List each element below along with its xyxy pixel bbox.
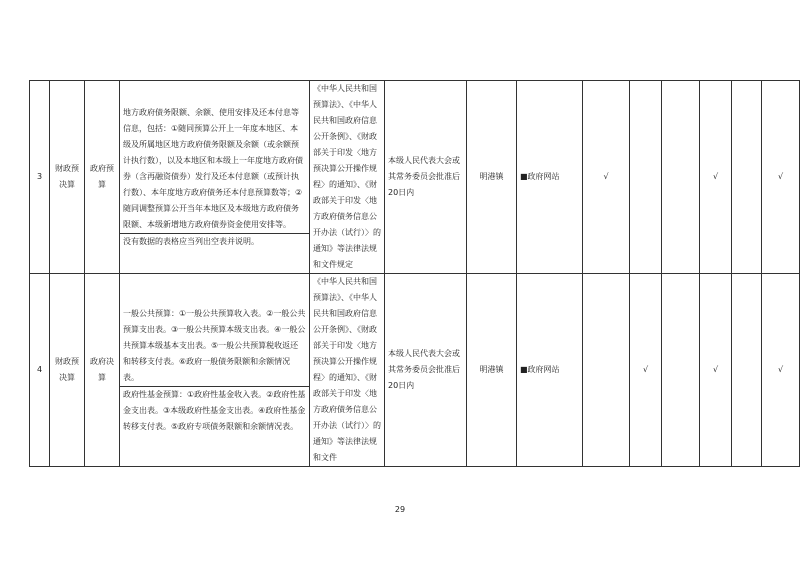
disclosure-table bbox=[29, 80, 800, 467]
table-row bbox=[30, 81, 800, 274]
check-mark bbox=[732, 81, 762, 274]
check-mark bbox=[583, 274, 630, 467]
category-cell: 财政预决算 bbox=[50, 274, 85, 467]
check-mark bbox=[732, 274, 762, 467]
check-mark: √ bbox=[630, 274, 662, 467]
content-main: 一般公共预算：①一般公共预算收入表。②一般公共预算支出表。③一般公共预算本级支出表。④一般公共预算本级基本支出表。⑤一般公共预算税收返还和转移支付表。⑥政府一般债务限额和余额情况表。 bbox=[123, 308, 306, 382]
check-mark: √ bbox=[700, 81, 732, 274]
check-mark: √ bbox=[762, 274, 800, 467]
channel-cell: ■政府网站 bbox=[517, 81, 583, 274]
check-mark: √ bbox=[583, 81, 630, 274]
check-mark bbox=[662, 81, 700, 274]
time-cell: 本级人民代表大会或其常务委员会批准后20日内 bbox=[385, 274, 467, 467]
item-cell: 政府决算 bbox=[85, 274, 120, 467]
row-number: 3 bbox=[30, 81, 50, 274]
check-mark: √ bbox=[762, 81, 800, 274]
subject-cell: 明港镇 bbox=[467, 81, 517, 274]
content-note: 没有数据的表格应当列出空表并说明。 bbox=[120, 233, 309, 250]
check-mark bbox=[662, 274, 700, 467]
table-row bbox=[30, 274, 800, 467]
subject-cell: 明港镇 bbox=[467, 274, 517, 467]
category-cell: 财政预决算 bbox=[50, 81, 85, 274]
time-cell: 本级人民代表大会或其常务委员会批准后20日内 bbox=[385, 81, 467, 274]
channel-cell: ■政府网站 bbox=[517, 274, 583, 467]
content-cell bbox=[120, 274, 310, 467]
content-cell bbox=[120, 81, 310, 274]
basis-cell: 《中华人民共和国预算法》、《中华人民共和国政府信息公开条例》、《财政部关于印发〈地方预决算公开操作规程〉的通知》、《财政部关于印发〈地方政府债务信息公开办法（试行）〉的通知》等法律法规和文件规定 bbox=[310, 81, 385, 274]
row-number: 4 bbox=[30, 274, 50, 467]
page-number: 29 bbox=[394, 505, 406, 514]
basis-cell: 《中华人民共和国预算法》、《中华人民共和国政府信息公开条例》、《财政部关于印发〈地方预决算公开操作规程〉的通知》、《财政部关于印发〈地方政府债务信息公开办法（试行）〉的通知》等法律法规和文件 bbox=[310, 274, 385, 467]
check-mark bbox=[630, 81, 662, 274]
item-cell: 政府预算 bbox=[85, 81, 120, 274]
content-note: 政府性基金预算：①政府性基金收入表。②政府性基金支出表。③本级政府性基金支出表。④政府性基金转移支付表。⑤政府专项债务限额和余额情况表。 bbox=[120, 386, 309, 435]
content-main: 地方政府债务限额、余额、使用安排及还本付息等信息，包括：①随同预算公开上一年度本地区、本级及所属地区地方政府债务限额及余额（或余额预计执行数），以及本地区和本级上一年度地方政府债券（含再融资债券）发行及还本付息额（或预计执行数）、本年度地方政府债务还本付息预算数等；②随同调整预算公开当年本地区及本级地方政府债务限额、本级新增地方政府债券资金使用安排等。 bbox=[123, 107, 303, 229]
check-mark: √ bbox=[700, 274, 732, 467]
